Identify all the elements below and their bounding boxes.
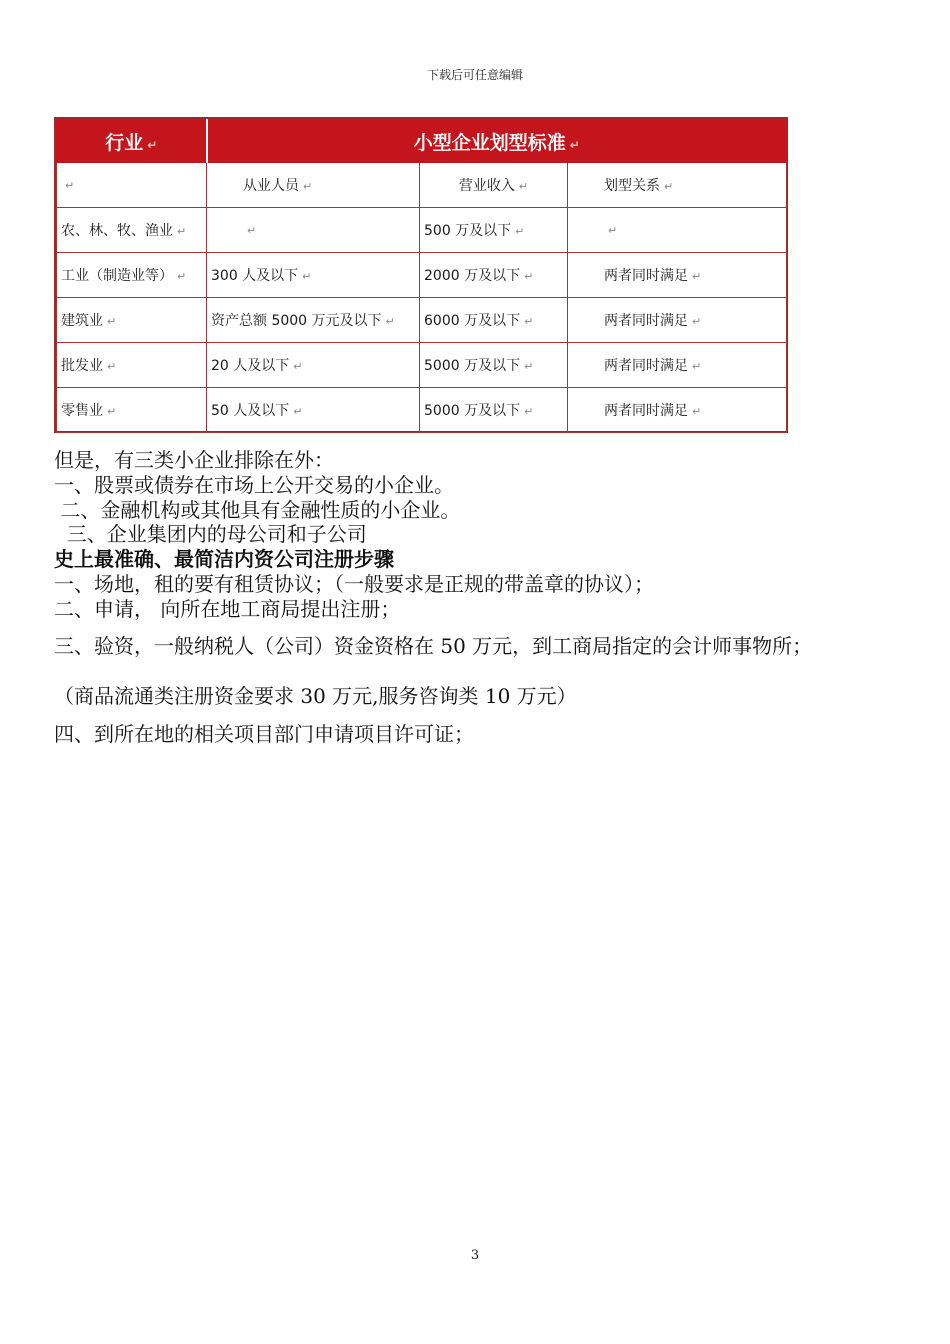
table-cell: 工业（制造业等） ↵ xyxy=(57,253,207,298)
table-cell: 建筑业 ↵ xyxy=(57,298,207,343)
header-standard: 小型企业划型标准 ↵ xyxy=(207,120,787,163)
table-cell: 2000 万及以下 ↵ xyxy=(420,253,568,298)
table-cell: ↵ xyxy=(207,208,420,253)
table-cell: 资产总额 5000 万元及以下 ↵ xyxy=(207,298,420,343)
table-cell: 零售业 ↵ xyxy=(57,388,207,433)
paragraph-exclusion-1: 一、股票或债券在市场上公开交易的小企业。 xyxy=(54,473,454,497)
table-row xyxy=(57,208,787,253)
table-subheader-row xyxy=(57,163,787,208)
table-row xyxy=(57,298,787,343)
table-cell: 5000 万及以下 ↵ xyxy=(420,388,568,433)
paragraph-step-2: 二、申请， 向所在地工商局提出注册； xyxy=(54,597,401,621)
classification-table-grid xyxy=(56,119,787,433)
table-cell: ↵ xyxy=(568,208,787,253)
table-row xyxy=(57,343,787,388)
table-cell: 两者同时满足 ↵ xyxy=(568,343,787,388)
paragraph-capital-note: （商品流通类注册资金要求 30 万元,服务咨询类 10 万元） xyxy=(54,684,577,708)
table-row xyxy=(57,253,787,298)
page-number: 3 xyxy=(470,1248,480,1263)
header-note: 下载后可任意编辑 xyxy=(426,68,523,82)
subheader-cell: 划型关系 ↵ xyxy=(568,163,787,208)
paragraph-step-1: 一、场地，租的要有租赁协议；（一般要求是正规的带盖章的协议）； xyxy=(54,572,654,596)
table-cell: 500 万及以下 ↵ xyxy=(420,208,568,253)
table-header-row xyxy=(57,120,787,163)
table-cell: 两者同时满足 ↵ xyxy=(568,388,787,433)
table-cell: 50 人及以下 ↵ xyxy=(207,388,420,433)
table-cell: 两者同时满足 ↵ xyxy=(568,298,787,343)
paragraph-exclusion-2: 二、金融机构或其他具有金融性质的小企业。 xyxy=(54,498,461,522)
table-cell: 5000 万及以下 ↵ xyxy=(420,343,568,388)
paragraph-step-3: 三、验资，一般纳税人（公司）资金资格在 50 万元，到工商局指定的会计师事物所； xyxy=(54,634,813,658)
table-row xyxy=(57,388,787,433)
subheader-cell: 营业收入 ↵ xyxy=(420,163,568,208)
paragraph-exclusion-3: 三、企业集团内的母公司和子公司 xyxy=(54,522,367,546)
table-cell: 300 人及以下 ↵ xyxy=(207,253,420,298)
header-industry: 行业 ↵ xyxy=(57,120,207,163)
table-cell: 6000 万及以下 ↵ xyxy=(420,298,568,343)
enterprise-classification-table xyxy=(54,117,788,433)
subheader-cell: 从业人员 ↵ xyxy=(207,163,420,208)
section-heading: 史上最准确、最简洁内资公司注册步骤 xyxy=(54,547,394,571)
table-cell: 农、林、牧、渔业 ↵ xyxy=(57,208,207,253)
subheader-cell: ↵ xyxy=(57,163,207,208)
paragraph-step-4: 四、到所在地的相关项目部门申请项目许可证； xyxy=(54,722,474,746)
paragraph-exclusions-intro: 但是，有三类小企业排除在外： xyxy=(54,448,334,472)
table-cell: 两者同时满足 ↵ xyxy=(568,253,787,298)
table-cell: 20 人及以下 ↵ xyxy=(207,343,420,388)
table-cell: 批发业 ↵ xyxy=(57,343,207,388)
